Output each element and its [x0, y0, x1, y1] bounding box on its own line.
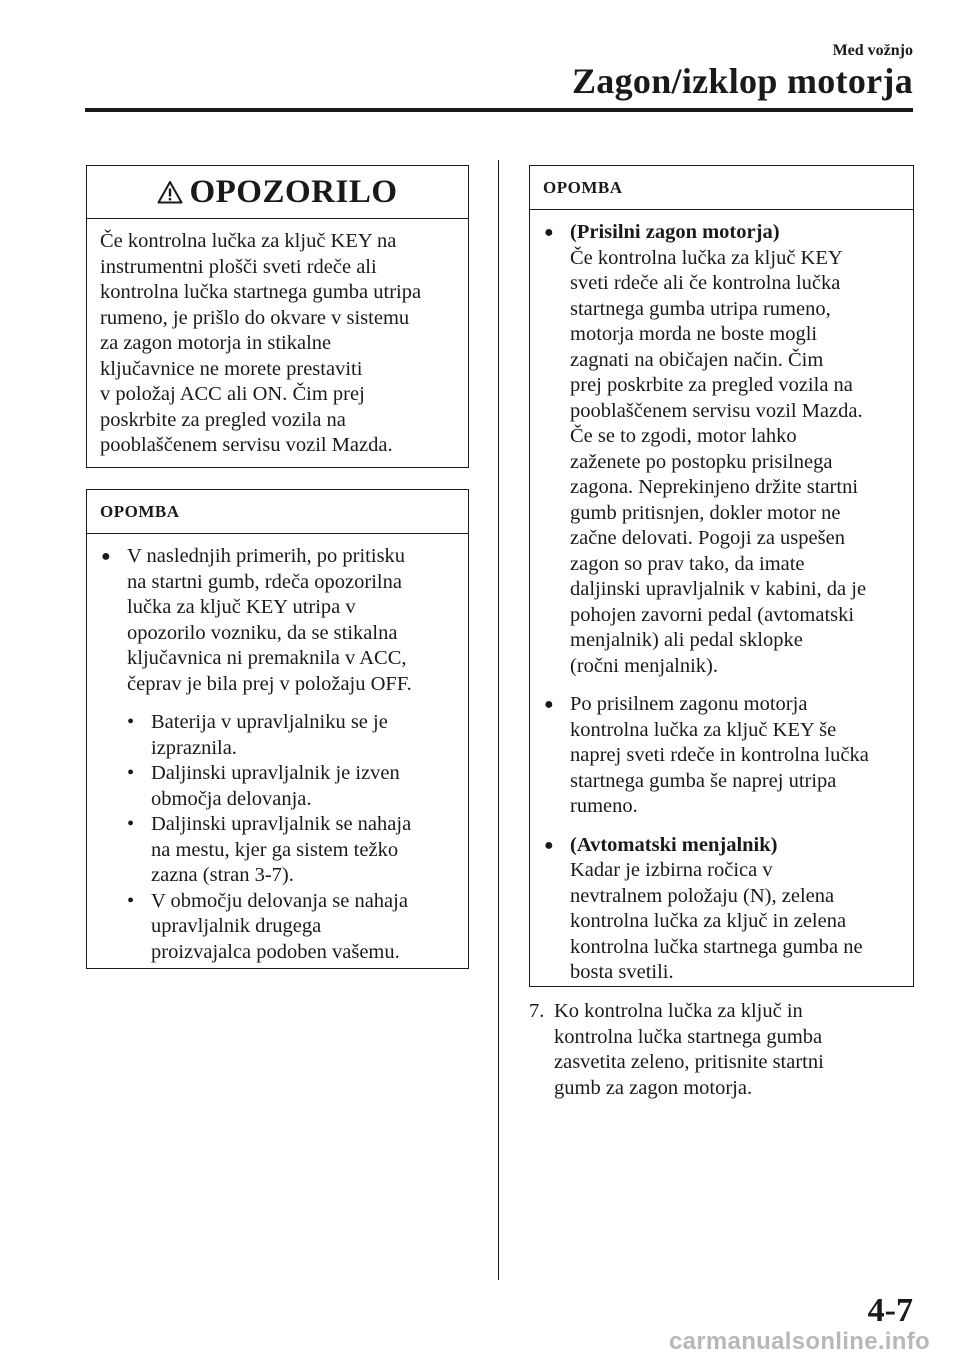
note-bullet	[544, 833, 903, 986]
text-line: Kadar je izbirna ročica v	[570, 859, 773, 881]
text-line: ključavnica ni premaknila v ACC,	[127, 647, 407, 669]
text-line: startnega gumba še naprej utripa	[570, 769, 837, 792]
note-box-left	[86, 489, 469, 969]
bullet-dot: ●	[101, 548, 111, 565]
item-title: (Avtomatski menjalnik)	[570, 833, 778, 856]
text-line: V naslednjih primerih, po pritisku	[127, 545, 406, 567]
text-line: Po prisilnem zagonu motorja	[570, 693, 808, 715]
sub-list-item	[127, 761, 458, 812]
text-line: kontrolna lučka za ključ KEY še	[570, 718, 837, 741]
text-line: menjalnik) ali pedal sklopke	[570, 629, 803, 651]
step-text	[554, 999, 824, 1101]
sub-list-item	[127, 710, 458, 761]
text-line: zagnati na običajen način. Čim	[570, 348, 824, 371]
text-line: Če se to zgodi, motor lahko	[570, 425, 797, 447]
text-line: zagona. Neprekinjeno držite startni	[570, 476, 859, 498]
step-7	[529, 999, 919, 1101]
text-line: startnega gumba utripa rumeno,	[570, 297, 831, 320]
text-line: kontrolna lučka startnega gumba utripa	[100, 281, 422, 303]
header-rule	[85, 108, 913, 112]
text-line: Če kontrolna lučka za ključ KEY na	[100, 230, 397, 252]
text-line: v položaj ACC ali ON. Čim prej	[100, 383, 365, 405]
text-line: motorja morda ne boste mogli	[570, 323, 818, 345]
sub-item-text	[151, 889, 408, 966]
text-line: naprej sveti rdeče in kontrolna lučka	[570, 744, 869, 766]
text-line: Baterija v upravljalniku se je	[151, 711, 388, 733]
bullet-dot: •	[127, 889, 135, 912]
text-line: čeprav je bila prej v položaju OFF.	[127, 672, 412, 695]
text-line: V območju delovanja se nahaja	[151, 889, 408, 912]
warning-title: OPOZORILO	[189, 173, 398, 210]
sub-list-item	[127, 889, 458, 966]
note-body	[87, 534, 468, 965]
bullet-dot: •	[127, 711, 135, 733]
page-number: 4-7	[867, 1292, 913, 1329]
text-line: kontrolna lučka startnega gumba	[554, 1025, 823, 1048]
text-line: daljinski upravljalnik v kabini, da je	[570, 578, 867, 600]
sub-item-text	[151, 812, 411, 889]
sub-item-text	[151, 710, 388, 761]
text-line: bosta svetili.	[570, 961, 674, 983]
text-line: rumeno.	[570, 795, 638, 817]
note-bullet-text	[127, 544, 412, 697]
sub-list	[101, 710, 458, 965]
text-line: na mestu, kjer ga sistem težko	[151, 838, 399, 861]
text-line: lučka za ključ KEY utripa v	[127, 596, 356, 618]
text-line: območja delovanja.	[151, 787, 312, 810]
note-bullet-text	[570, 692, 869, 820]
text-line: izpraznila.	[151, 736, 237, 759]
text-line: pooblaščenem servisu vozil Mazda.	[100, 434, 393, 456]
text-line: rumeno, je prišlo do okvare v sistemu	[100, 306, 410, 329]
sub-list-item	[127, 812, 458, 889]
text-line: začne delovati. Pogoji za uspešen	[570, 527, 845, 549]
text-line: pooblaščenem servisu vozil Mazda.	[570, 399, 863, 422]
note-bullet-text	[570, 833, 863, 986]
page-title: Zagon/izklop motorja	[571, 61, 913, 101]
note-heading: OPOMBA	[530, 166, 913, 210]
section-label: Med vožnjo	[832, 42, 913, 59]
bullet-dot: ●	[544, 696, 554, 713]
text-line: Daljinski upravljalnik je izven	[151, 762, 400, 784]
note-box-right	[529, 165, 914, 987]
text-line: prej poskrbite za pregled vozila na	[570, 374, 853, 396]
bullet-dot: ●	[544, 224, 554, 241]
text-line: instrumentni plošči sveti rdeče ali	[100, 255, 377, 278]
warning-header	[87, 166, 468, 219]
text-line: zaženete po postopku prisilnega	[570, 450, 833, 473]
text-line: (ročni menjalnik).	[570, 654, 719, 677]
note-heading: OPOMBA	[87, 490, 468, 534]
text-line: kontrolna lučka za ključ in zelena	[570, 910, 847, 932]
warning-text	[87, 219, 468, 459]
text-line: Ko kontrolna lučka za ključ in	[554, 1000, 803, 1022]
text-line: proizvajalca podoben vašemu.	[151, 940, 400, 963]
text-line: opozorilo vozniku, da se stikalna	[127, 621, 398, 644]
note-body	[530, 210, 913, 986]
note-bullet	[101, 544, 458, 697]
bullet-dot: •	[127, 762, 135, 784]
text-line: na startni gumb, rdeča opozorilna	[127, 570, 402, 593]
watermark: carmanualsonline.info	[668, 1328, 930, 1355]
text-line: upravljalnik drugega	[151, 915, 322, 937]
note-bullet	[544, 220, 903, 679]
text-line: Daljinski upravljalnik se nahaja	[151, 813, 412, 835]
text-line: sveti rdeče ali če kontrolna lučka	[570, 272, 841, 294]
text-line: ključavnice ne morete prestaviti	[100, 357, 363, 380]
sub-item-text	[151, 761, 400, 812]
bullet-dot: •	[127, 813, 135, 835]
warning-triangle-icon	[157, 180, 183, 204]
text-line: za zagon motorja in stikalne	[100, 332, 332, 354]
text-line: pohojen zavorni pedal (avtomatski	[570, 603, 855, 626]
text-line: gumb pritisnjen, dokler motor ne	[570, 501, 841, 524]
text-line: zagon so prav tako, da imate	[570, 552, 805, 575]
text-line: Če kontrolna lučka za ključ KEY	[570, 246, 843, 269]
note-bullet	[544, 692, 903, 820]
step-row	[529, 999, 919, 1101]
column-divider	[498, 160, 499, 1280]
item-title: (Prisilni zagon motorja)	[570, 221, 780, 243]
text-line: zazna (stran 3-7).	[151, 864, 294, 886]
warning-box	[86, 165, 469, 468]
text-line: nevtralnem položaju (N), zelena	[570, 884, 835, 907]
step-number: 7.	[529, 1000, 545, 1022]
text-line: poskrbite za pregled vozila na	[100, 408, 346, 431]
note-bullet-text	[570, 220, 866, 679]
text-line: zasvetita zeleno, pritisnite startni	[554, 1051, 824, 1073]
bullet-dot: ●	[544, 836, 554, 854]
text-line: gumb za zagon motorja.	[554, 1076, 753, 1099]
text-line: kontrolna lučka startnega gumba ne	[570, 935, 863, 958]
